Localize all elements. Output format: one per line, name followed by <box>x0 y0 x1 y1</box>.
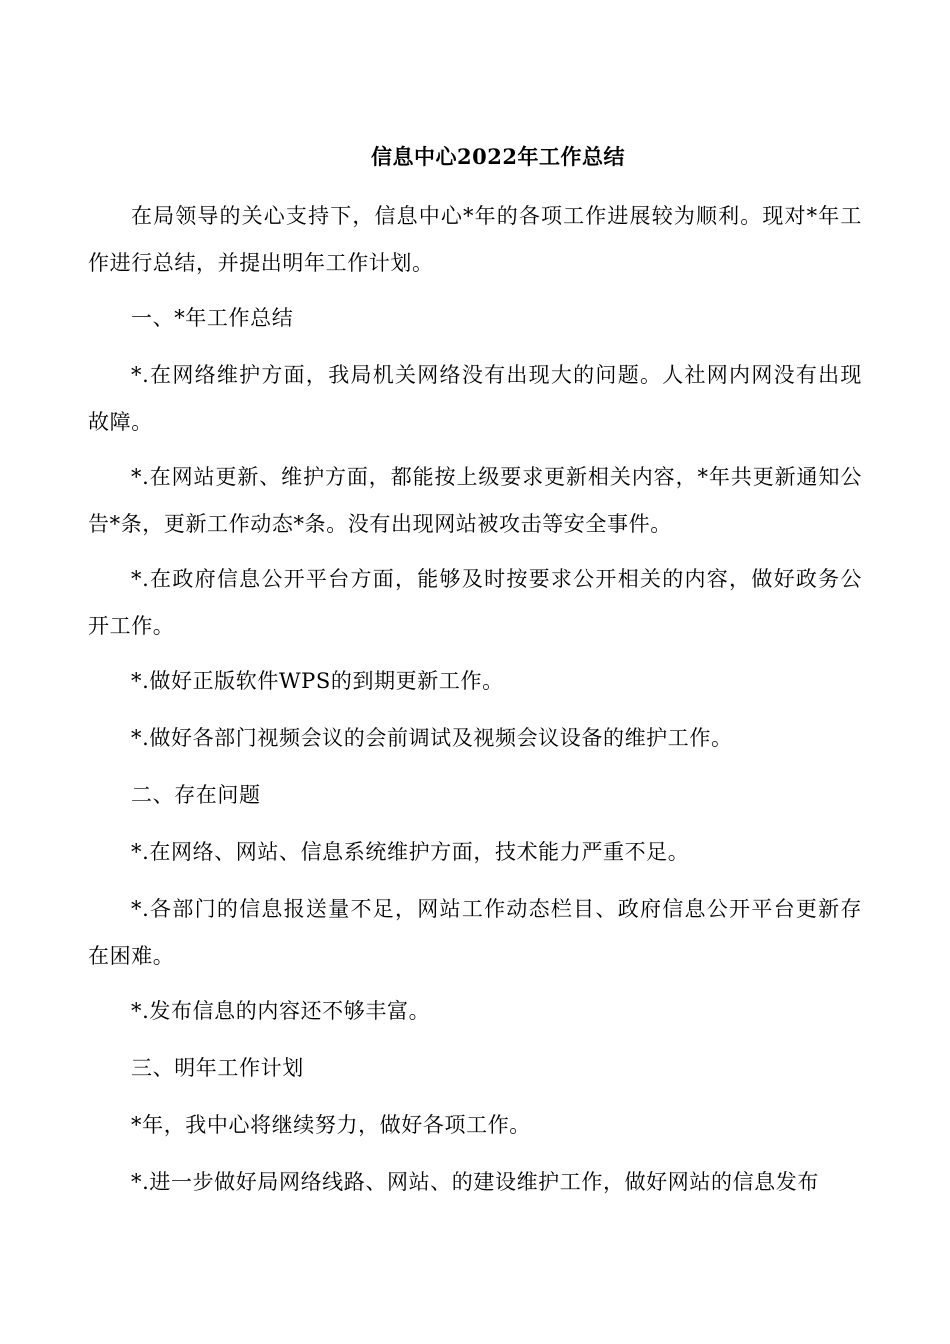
plan-item-network: *.进一步做好局网络线路、网站、的建设维护工作，做好网站的信息发布 <box>131 1170 819 1194</box>
summary-item-network: *.在网络维护方面，我局机关网络没有出现大的问题。人社网内网没有出现故障。 <box>88 363 862 434</box>
intro-paragraph: 在局领导的关心支持下，信息中心*年的各项工作进展较为顺利。现对*年工作进行总结，并提出明年工作计划。 <box>88 204 862 275</box>
section-heading-summary: 一、*年工作总结 <box>131 306 294 330</box>
plan-intro: *年，我中心将继续努力，做好各项工作。 <box>131 1113 531 1137</box>
section-heading-problems: 二、存在问题 <box>131 783 261 807</box>
document-title: 信息中心2022年工作总结 <box>371 144 625 169</box>
document-body <box>88 193 862 1216</box>
problem-item-reporting: *.各部门的信息报送量不足，网站工作动态栏目、政府信息公开平台更新存在困难。 <box>88 897 862 968</box>
section-heading-plan: 三、明年工作计划 <box>131 1056 304 1080</box>
summary-item-disclosure: *.在政府信息公开平台方面，能够及时按要求公开相关的内容，做好政务公开工作。 <box>88 567 862 638</box>
problem-item-content: *.发布信息的内容还不够丰富。 <box>131 999 431 1023</box>
problem-item-technical: *.在网络、网站、信息系统维护方面，技术能力严重不足。 <box>131 840 690 864</box>
summary-item-software: *.做好正版软件WPS的到期更新工作。 <box>131 669 504 693</box>
summary-item-website: *.在网站更新、维护方面，都能按上级要求更新相关内容，*年共更新通知公告*条，更新工作动态*条。没有出现网站被攻击等安全事件。 <box>88 465 862 536</box>
summary-item-video-conference: *.做好各部门视频会议的会前调试及视频会议设备的维护工作。 <box>131 726 733 750</box>
